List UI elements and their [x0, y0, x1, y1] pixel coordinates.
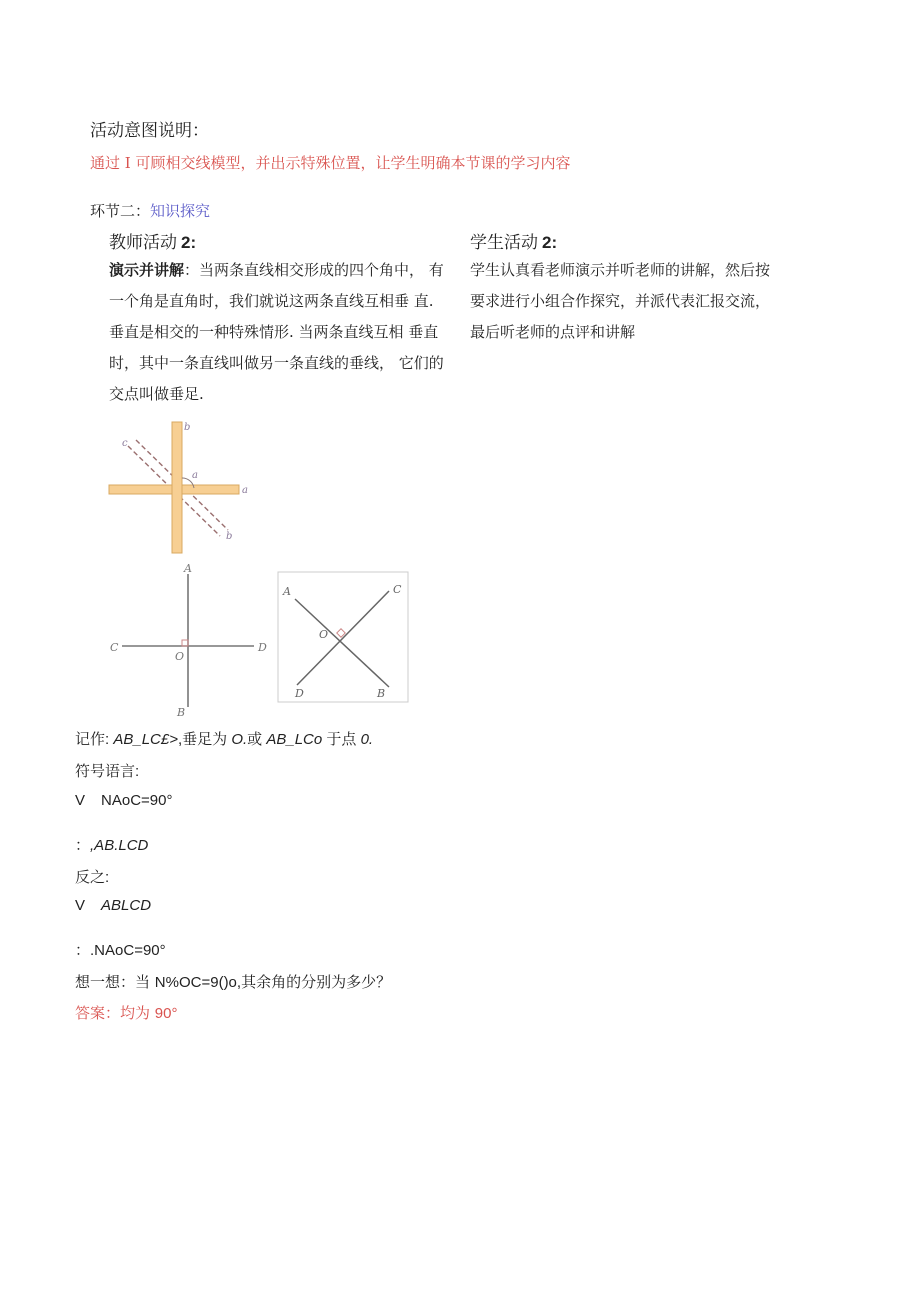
answer-line	[75, 1002, 177, 1023]
answer-label: 答案：均为	[75, 1004, 151, 1022]
record-expr-2: AB_LCo	[266, 731, 323, 748]
symbol-expr-3: ABLCD	[101, 897, 152, 914]
think-expr: N%OC=9()o,	[154, 974, 242, 991]
section-heading	[90, 200, 210, 221]
fig3-label-d: D	[295, 687, 304, 700]
line-cd-oblique	[297, 591, 389, 685]
record-o: O.	[231, 731, 248, 748]
student-line-3: 最后听老师的点评和讲解	[470, 323, 636, 341]
symbol-line-3	[75, 897, 151, 914]
teacher-heading-num: 2:	[181, 233, 197, 252]
fig2-label-a: A	[184, 562, 192, 575]
fig3-label-o: O	[319, 628, 329, 641]
record-at: 于点	[326, 731, 357, 748]
student-line-2: 要求进行小组合作探究，并派代表汇报交流，	[470, 292, 771, 310]
line-ab-oblique	[295, 599, 389, 687]
student-line-1: 学生认真看老师演示并听老师的讲解，然后按	[470, 261, 771, 279]
teacher-lead: 演示并讲解	[109, 262, 185, 279]
answer-value: 90°	[154, 1005, 178, 1022]
record-line	[75, 728, 373, 749]
record-or: 或	[247, 731, 263, 748]
student-text	[470, 255, 810, 348]
section-prefix: 环节二：	[90, 202, 151, 220]
symbol-mark-3: V	[75, 897, 86, 914]
symbol-expr-4: .NAoC=90°	[90, 942, 166, 959]
fig1-label-a: a	[242, 485, 248, 496]
think-question	[75, 971, 391, 992]
intent-text: 通过 I 可顾相交线模型，并出示特殊位置，让学生明确本节课的学习内容	[90, 154, 571, 172]
record-point: 0.	[360, 731, 374, 748]
symbol-line-4	[75, 939, 166, 960]
symbol-expr-2: ,AB.LCD	[90, 837, 149, 854]
symbol-expr-1: NAoC=90°	[101, 792, 173, 809]
symbol-mark-4: ：	[75, 942, 91, 959]
student-heading-text: 学生活动	[470, 233, 538, 253]
reverse-label: 反之:	[75, 869, 110, 886]
right-angle-mark	[182, 640, 188, 646]
teacher-text	[109, 255, 469, 410]
teacher-line-3: 垂直是相交的一种特殊情形. 当两条直线互相 垂直	[109, 323, 439, 341]
fig1-label-b-bottom: b	[226, 531, 233, 542]
symbol-label: 符号语言:	[75, 763, 140, 780]
fig1-label-b-top: b	[184, 422, 191, 433]
fig3-label-b: B	[377, 687, 386, 700]
think-prefix: 想一想：当	[75, 973, 151, 991]
fig2-label-d: D	[258, 641, 267, 654]
fig2-label-b: B	[177, 706, 186, 719]
record-expr-1: AB_LC£>	[113, 731, 178, 748]
teacher-line-2: 一个角是直角时，我们就说这两条直线互相垂 直.	[109, 292, 434, 310]
fig1-label-a-angle: a	[192, 470, 198, 481]
fig1-label-c: c	[122, 438, 128, 449]
teacher-heading	[109, 228, 196, 253]
section-name: 知识探究	[150, 202, 211, 220]
teacher-line-4: 时，其中一条直线叫做另一条直线的垂线， 它们的	[109, 354, 444, 372]
intent-title: 活动意图说明：	[90, 121, 209, 141]
symbol-mark-1: V	[75, 792, 86, 809]
figure-oblique	[277, 571, 410, 704]
symbol-line-2	[75, 834, 148, 855]
figure-sticks	[108, 418, 258, 558]
fig3-label-c: C	[393, 583, 402, 596]
symbol-line-1	[75, 792, 172, 809]
symbol-mark-2: ：	[75, 837, 91, 854]
teacher-heading-text: 教师活动	[109, 233, 177, 253]
figure-perpendicular	[108, 562, 278, 720]
think-suffix: 其余角的分别为多少？	[241, 973, 392, 991]
student-heading-num: 2:	[542, 233, 558, 252]
fig3-label-a: A	[283, 585, 291, 598]
vertical-stick	[172, 422, 182, 553]
teacher-line-1: ：当两条直线相交形成的四个角中， 有	[184, 261, 444, 279]
student-heading	[470, 228, 557, 253]
record-label: 记作:	[75, 731, 110, 748]
fig2-label-c: C	[110, 641, 119, 654]
record-mid: ,垂足为	[177, 731, 228, 748]
teacher-line-5: 交点叫做垂足.	[109, 385, 204, 403]
fig2-label-o: O	[175, 650, 185, 663]
